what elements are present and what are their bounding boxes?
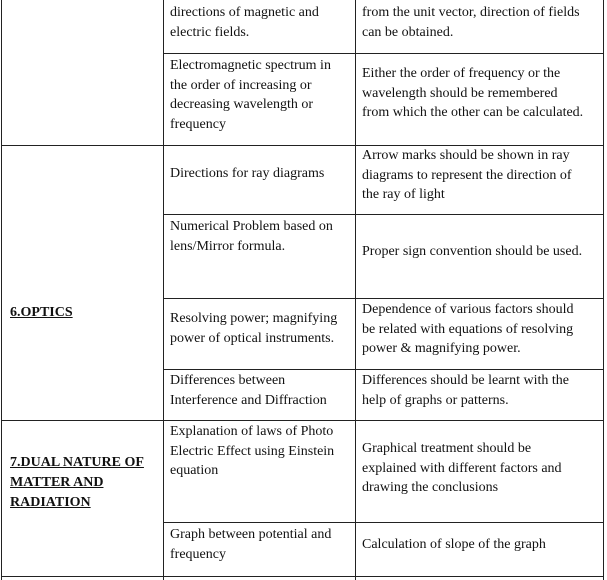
topic-cell: Resolving power; magnifying power of optical instruments. xyxy=(170,311,338,346)
note-cell: from the unit vector, direction of fields can be obtained. xyxy=(362,5,580,40)
topic-cell: Explanation of laws of Photo Electric Effect using Einstein equation xyxy=(170,424,335,478)
chapter-label: 6.OPTICS xyxy=(10,305,73,320)
table-border-left xyxy=(1,0,2,580)
note-cell: Dependence of various factors should be related with equations of resolving power & magnifying power. xyxy=(362,302,574,356)
topic-cell: Electromagnetic spectrum in the order of increasing or decreasing wavelength or frequency xyxy=(170,58,331,132)
column-divider-1 xyxy=(163,0,164,580)
row-divider xyxy=(163,522,604,523)
chapter-divider xyxy=(1,420,604,421)
row-divider xyxy=(163,369,604,370)
row-divider xyxy=(163,53,604,54)
row-divider xyxy=(163,214,604,215)
note-cell: Calculation of slope of the graph xyxy=(362,537,546,552)
table-border-bottom xyxy=(1,576,604,577)
note-cell: Proper sign convention should be used. xyxy=(362,244,583,259)
note-cell: Arrow marks should be shown in ray diagrams to represent the direction of the ray of light xyxy=(362,148,572,202)
topic-cell: Graph between potential and frequency xyxy=(170,527,332,562)
topic-cell: Directions for ray diagrams xyxy=(170,166,325,181)
note-cell: Graphical treatment should be explained with different factors and drawing the conclusions xyxy=(362,441,562,495)
note-cell: Either the order of frequency or the wavelength should be remembered from which the other can be calculated. xyxy=(362,66,584,120)
table-border-right xyxy=(603,0,604,580)
topic-cell: directions of magnetic and electric fields. xyxy=(170,5,319,40)
topic-cell: Differences between Interference and Diffraction xyxy=(170,373,327,408)
note-cell: Differences should be learnt with the help of graphs or patterns. xyxy=(362,373,569,408)
column-divider-2 xyxy=(355,0,356,580)
row-divider xyxy=(163,298,604,299)
chapter-label: 7.DUAL NATURE OF MATTER AND RADIATION xyxy=(10,455,144,510)
topic-cell: Numerical Problem based on lens/Mirror formula. xyxy=(170,219,333,254)
